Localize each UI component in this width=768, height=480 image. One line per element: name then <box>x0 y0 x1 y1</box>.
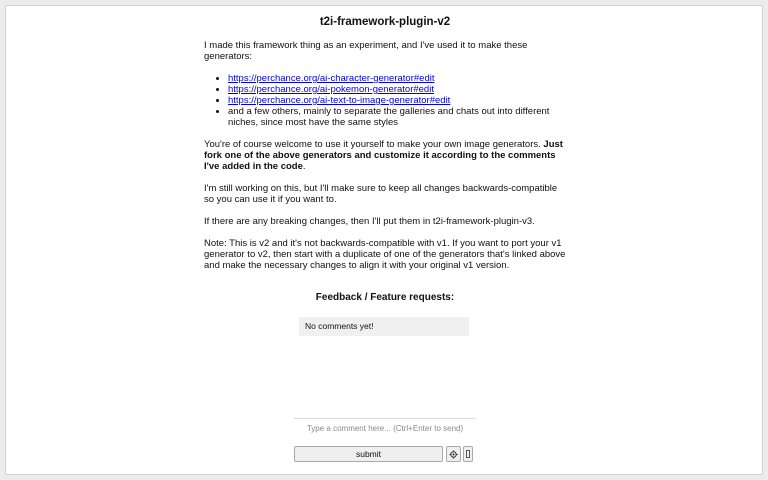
submit-button[interactable]: submit <box>294 446 443 462</box>
description <box>204 40 566 282</box>
link-ai-character-generator[interactable]: https://perchance.org/ai-character-generator#edit <box>228 73 435 84</box>
link-ai-text-to-image-generator[interactable]: https://perchance.org/ai-text-to-image-generator#edit <box>228 95 451 106</box>
compat-text: I'm still working on this, but I'll make sure to keep all changes backwards-compatible so you can use it if you want to. <box>204 183 558 205</box>
usage-end: . <box>302 161 306 172</box>
link-ai-pokemon-generator[interactable]: https://perchance.org/ai-pokemon-generator#edit <box>228 84 434 95</box>
list-item <box>228 73 566 84</box>
gear-icon <box>449 450 458 459</box>
vertical-dots-icon <box>466 450 470 458</box>
settings-button[interactable] <box>446 446 461 462</box>
page-frame <box>5 5 763 475</box>
page-title: t2i-framework-plugin-v2 <box>319 16 451 28</box>
options-button[interactable] <box>463 446 473 462</box>
note-text: Note: This is v2 and it's not backwards-compatible with v1. If you want to port your v1 generator to v2, then start with a duplicate of one of the generators that's linked above and make the necessary changes to align it with your original v1 version. <box>204 238 566 271</box>
comments-list <box>299 317 469 336</box>
generator-list <box>204 73 566 128</box>
comment-input[interactable] <box>294 418 476 438</box>
feedback-title: Feedback / Feature requests: <box>315 292 455 303</box>
list-item-others: • and a few others, mainly to separate the galleries and chats out into different niches, since most have the same styles <box>228 106 566 128</box>
usage-bold: Just fork one of the above generators and customize it according to the comments I've added in the code <box>204 139 563 172</box>
breaking-text: If there are any breaking changes, then I'll put them in t2i-framework-plugin-v3. <box>204 216 535 227</box>
intro-text: I made this framework thing as an experiment, and I've used it to make these generators: <box>204 40 528 62</box>
no-comments-text: No comments yet! <box>305 321 374 331</box>
usage-text <box>204 139 566 172</box>
usage-plain: You're of course welcome to use it yourself to make your own image generators. <box>204 139 544 150</box>
list-item <box>228 84 566 95</box>
list-item <box>228 95 566 106</box>
